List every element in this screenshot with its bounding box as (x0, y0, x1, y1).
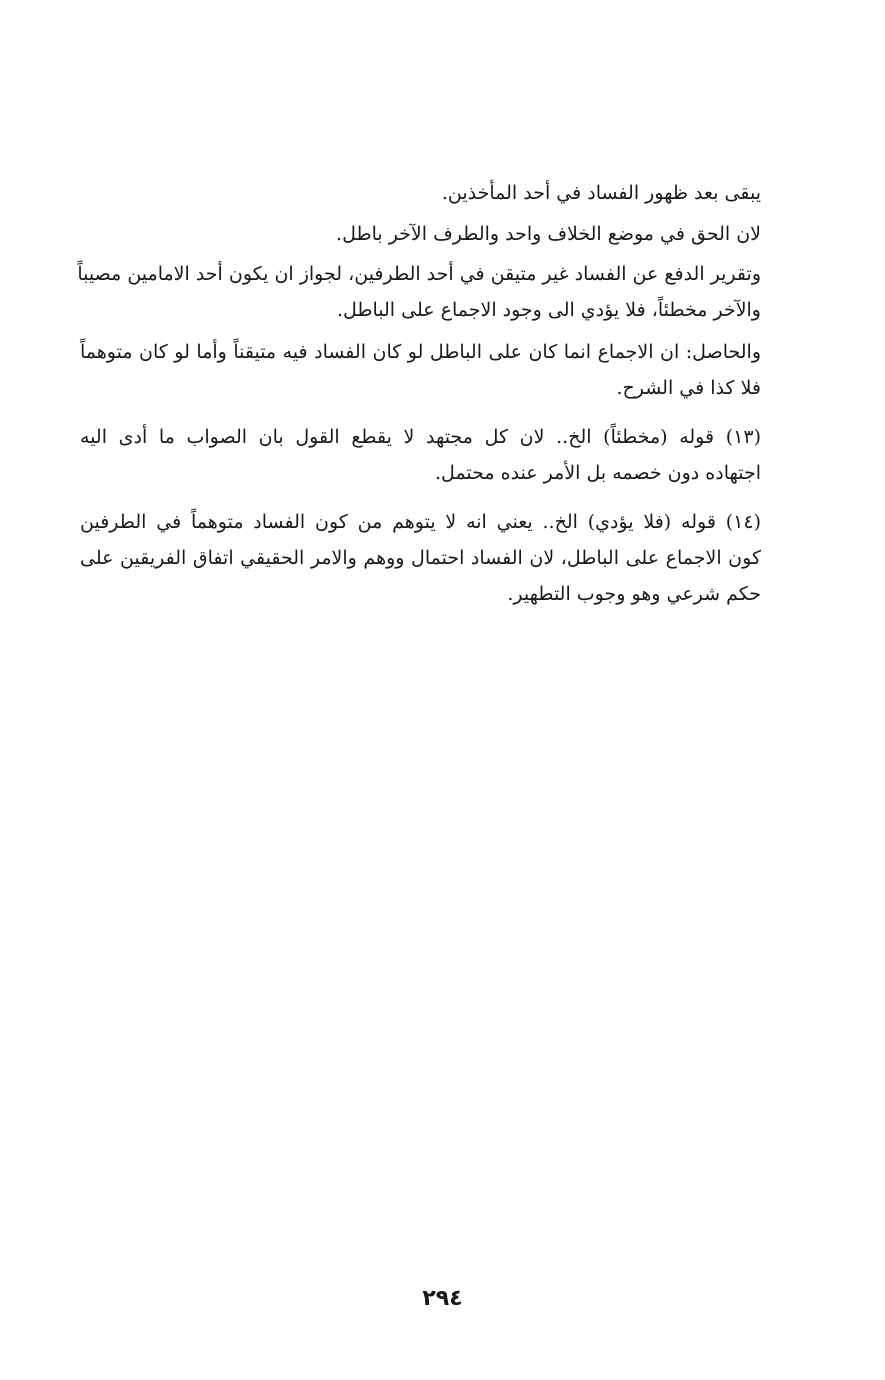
text-line: حكم شرعي وهو وجوب التطهير. (507, 583, 761, 605)
paragraph-4 (80, 334, 761, 406)
text-line: فلا كذا في الشرح. (616, 377, 761, 399)
text-line: والحاصل: ان الاجماع انما كان على الباطل لو كان الفساد فيه متيقناً وأما لو كان متوهماً (80, 341, 761, 363)
text-line: (١٣) قوله (مخطئاً) الخ.. لان كل مجتهد لا يقطع القول بان الصواب ما أدى اليه (80, 426, 761, 448)
paragraph-1 (80, 175, 761, 211)
text-line: لان الحق في موضع الخلاف واحد والطرف الآخر باطل. (336, 223, 761, 245)
text-line: يبقى بعد ظهور الفساد في أحد المأخذين. (441, 182, 761, 204)
text-line: وتقرير الدفع عن الفساد غير متيقن في أحد الطرفين، لجواز ان يكون أحد الامامين مصيباً (77, 263, 761, 285)
text-line: كون الاجماع على الباطل، لان الفساد احتمال ووهم والامر الحقيقي اتفاق الفريقين على (80, 547, 761, 569)
text-line: والآخر مخطئاً، فلا يؤدي الى وجود الاجماع على الباطل. (336, 299, 761, 321)
page-number: ٢٩٤ (422, 1286, 463, 1311)
paragraph-2 (80, 216, 761, 252)
text-line: (١٤) قوله (فلا يؤدي) الخ.. يعني انه لا يتوهم من كون الفساد متوهماً في الطرفين (80, 511, 761, 533)
paragraph-6 (80, 504, 761, 612)
paragraph-3 (77, 256, 761, 328)
paragraph-5 (80, 419, 761, 491)
text-line: اجتهاده دون خصمه بل الأمر عنده محتمل. (435, 462, 761, 484)
